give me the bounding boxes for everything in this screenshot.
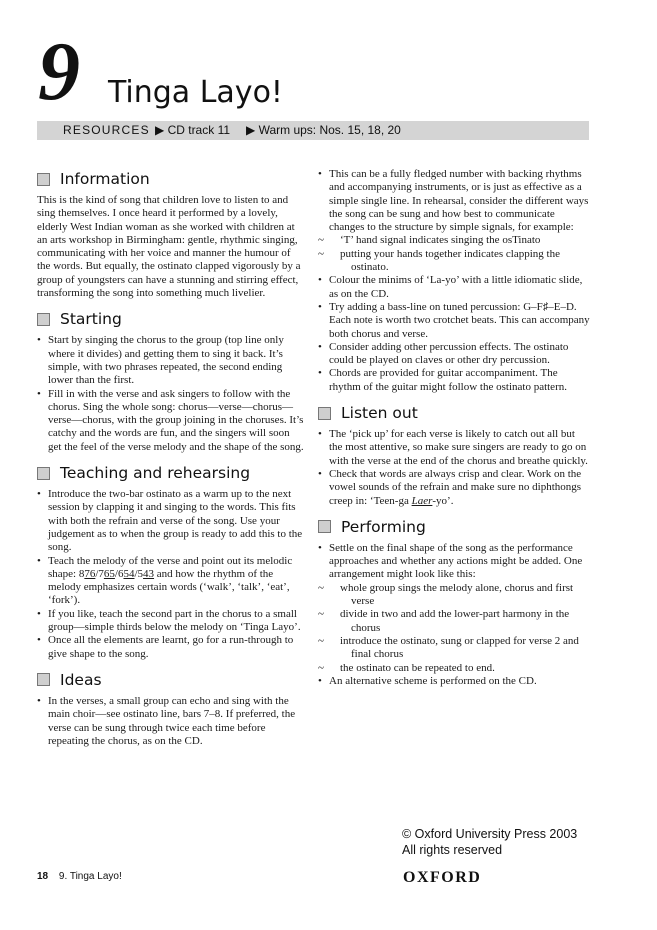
information-text: This is the kind of song that children love to listen to and sing themselves. I once heard it performed by a lovely, elderly West Indian woman as she worked with children at an arts workshop in Birmingham: gentle, rhythmic singing, communicating with her voice and manner the humour of the words. But equally, the ostinato clapped vigorously by a group of youngsters can have a stunning and stirring effect, transforming the song into something much livelier.: [37, 194, 301, 300]
checkbox-square-icon: [37, 673, 50, 686]
text-run: -yo’.: [432, 494, 454, 507]
list-item: • Once all the elements are learnt, go for a run-through to give shape to the song.: [37, 634, 305, 661]
ideas-continued-section: [318, 168, 590, 394]
resources-bar: [37, 121, 589, 140]
resources-label: RESOURCES: [63, 123, 150, 137]
text-run: Check that words are always crisp and clear. Work on the vowel sounds of the refrain and make sure no diphthongs creep in: ‘Teen-ga: [329, 467, 582, 507]
section-heading: [37, 308, 305, 330]
page-number: 18: [37, 871, 49, 882]
text-run: This can be a fully fledged number with backing rhythms and accompanying instruments, or is just as effective as a simple single line. In rehearsal, consider the different ways the song can be sung and how best to communicate changes to the structure by simple signals, for example:: [329, 168, 589, 234]
listen-out-heading: Listen out: [341, 404, 418, 423]
information-section: [37, 168, 305, 300]
arrangement-sublist: [329, 582, 590, 675]
section-heading: [37, 168, 305, 190]
oxford-logo: OXFORD: [403, 869, 482, 886]
list-item: • Consider adding other percussion effects. The ostinato could be played on claves or other dry percussion.: [318, 341, 590, 368]
text-run: /5: [134, 567, 144, 580]
list-item: • If you like, teach the second part in the chorus to a small group—simple thirds below the melody on ‘Tinga Layo’.: [37, 608, 305, 635]
checkbox-square-icon: [318, 407, 331, 420]
starting-heading: Starting: [60, 310, 122, 329]
list-item: • In the verses, a small group can echo and sing with the main choir—see ostinato line, bars 7–8. If preferred, the verse can be sung through twice each time before repeating the chorus, as on the CD.: [37, 695, 305, 748]
rights-line: All rights reserved: [402, 843, 503, 857]
list-item: • Chords are provided for guitar accompaniment. The rhythm of the guitar might follow the ostinato pattern.: [318, 367, 590, 394]
teaching-list: [37, 488, 305, 661]
checkbox-square-icon: [37, 467, 50, 480]
text-run: Settle on the final shape of the song as the performance approaches and whether any actions might be added. One arrangement might look like this:: [329, 541, 583, 581]
performing-section: [318, 516, 590, 688]
teaching-heading: Teaching and rehearsing: [60, 464, 251, 483]
list-item: [318, 542, 590, 675]
warm-ups: ▶ Warm ups: Nos. 15, 18, 20: [246, 123, 401, 137]
checkbox-square-icon: [37, 173, 50, 186]
left-column: [37, 168, 305, 756]
list-item: • Colour the minims of ‘La-yo’ with a little idiomatic slide, as on the CD.: [318, 274, 590, 301]
list-item: [37, 555, 305, 608]
sub-list-item: ~ divide in two and add the lower-part harmony in the chorus: [329, 608, 590, 635]
cd-track: ▶ CD track 11: [155, 123, 231, 137]
ideas-continued-list: [318, 168, 590, 394]
sub-list-item: ~ putting your hands together indicates clapping the ostinato.: [329, 248, 590, 275]
starting-section: [37, 308, 305, 454]
list-item: [318, 468, 590, 508]
listen-out-list: [318, 428, 590, 508]
checkbox-square-icon: [37, 313, 50, 326]
list-item: • The ‘pick up’ for each verse is likely to catch out all but the most attentive, so make sure singers are ready to go on with the verse at the end of the chorus and breathe quickly.: [318, 428, 590, 468]
page-footer: [37, 870, 122, 884]
text-run: and how the rhythm of the melody emphasizes certain words (‘walk’, ‘talk’, ‘eat’, ‘fork’).: [48, 567, 290, 607]
underlined-notes: 54: [123, 567, 135, 580]
section-heading: [37, 462, 305, 484]
signals-sublist: [329, 234, 590, 274]
sub-list-item: ~ whole group sings the melody alone, chorus and first verse: [329, 582, 590, 609]
text-run: /7: [95, 567, 104, 580]
listen-out-section: [318, 402, 590, 508]
list-item: • Start by singing the chorus to the group (top line only where it divides) and getting them to sing it back. It’s simple, with two phrases repeated, the second ending lower than the first.: [37, 334, 305, 387]
information-heading: Information: [60, 170, 150, 188]
list-item: • An alternative scheme is performed on the CD.: [318, 675, 590, 688]
ideas-list: [37, 695, 305, 748]
underlined-notes: 65: [103, 567, 115, 580]
section-heading: [318, 402, 590, 424]
performing-list: [318, 542, 590, 688]
section-heading: [37, 669, 305, 691]
sub-list-item: ~ the ostinato can be repeated to end.: [329, 662, 590, 675]
page-title: Tinga Layo!: [108, 75, 283, 110]
underlined-notes: 76: [84, 567, 96, 580]
emphasized-syllable: Laer: [411, 494, 433, 507]
ideas-section: [37, 669, 305, 748]
section-heading: [318, 516, 590, 538]
ideas-heading: Ideas: [60, 670, 102, 689]
copyright-line: © Oxford University Press 2003: [402, 827, 578, 841]
performing-heading: Performing: [341, 517, 426, 536]
sub-list-item: ~ ‘T’ hand signal indicates singing the osTinato: [329, 234, 590, 247]
starting-list: [37, 334, 305, 454]
list-item: • Introduce the two-bar ostinato as a warm up to the next session by clapping it and singing to the words. This fits with both the refrain and verse of the song. Use your judgement as to when the group is ready to add this to the song.: [37, 488, 305, 554]
right-column: [318, 168, 590, 696]
text-run: /6: [114, 567, 124, 580]
underlined-notes: 43: [143, 567, 155, 580]
list-item: [318, 168, 590, 274]
list-item: • Fill in with the verse and ask singers to follow with the chorus. Sing the whole song: chorus—verse—chorus—verse—chorus, with the group joining in the choruses. It’s catchy and the words are fun, and the singers will soon get the feel of the verse melody and the shape of the song.: [37, 388, 305, 454]
running-title: 9. Tinga Layo!: [58, 871, 122, 882]
sub-list-item: ~ introduce the ostinato, sung or clapped for verse 2 and final chorus: [329, 635, 590, 662]
copyright-notice: [402, 826, 577, 858]
checkbox-square-icon: [318, 520, 331, 533]
list-item: • Try adding a bass-line on tuned percussion: G–F♯–E–D. Each note is worth two crotchet beats. This can accompany both chorus and verse.: [318, 301, 590, 341]
teaching-section: [37, 462, 305, 661]
text-run: Teach the melody of the verse and point out its melodic shape: 8: [48, 554, 293, 580]
unit-number: 9: [38, 25, 80, 118]
